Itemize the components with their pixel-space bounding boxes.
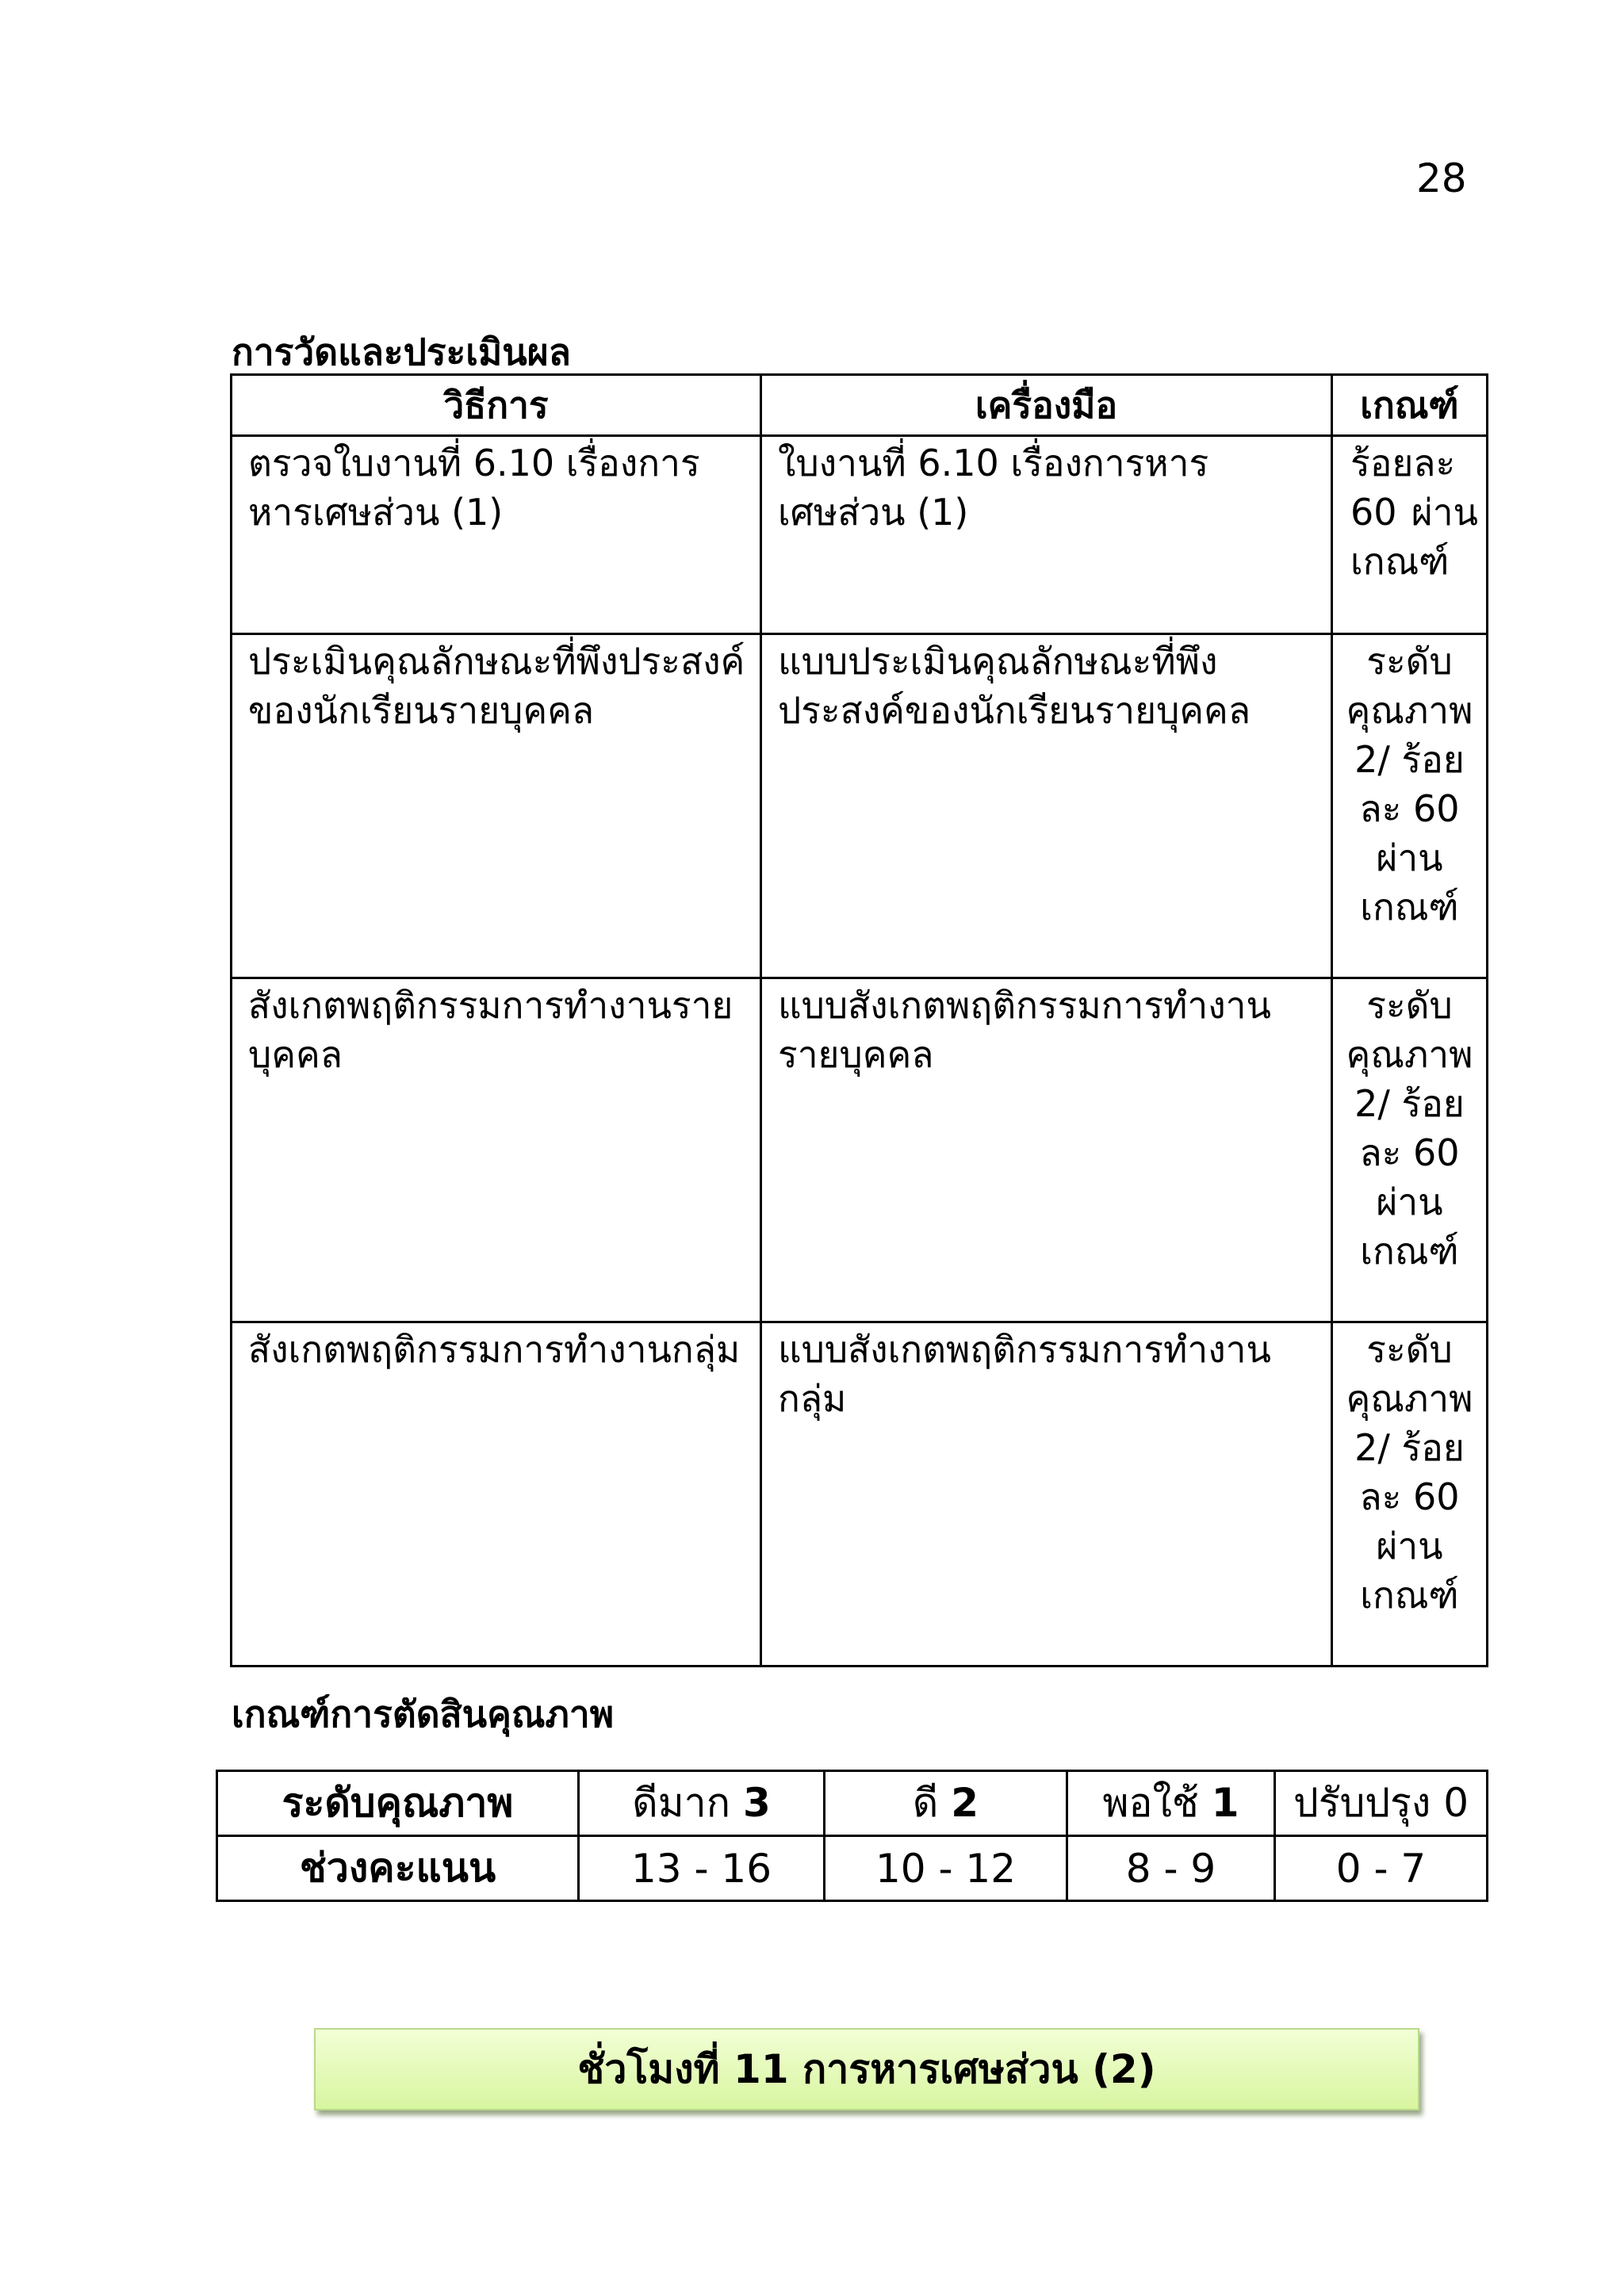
criteria-cell: ระดับคุณภาพ 2/ ร้อยละ 60 ผ่านเกณฑ์ <box>1332 634 1488 978</box>
level-cell <box>1275 1771 1488 1836</box>
header-tool: เครื่องมือ <box>761 375 1332 436</box>
level-cell <box>825 1771 1067 1836</box>
range-cell: 8 - 9 <box>1067 1836 1275 1901</box>
criteria-cell: ระดับคุณภาพ 2/ ร้อยละ 60 ผ่านเกณฑ์ <box>1332 1322 1488 1667</box>
table-row <box>232 436 1488 634</box>
level-name: ปรับปรุง <box>1293 1780 1431 1826</box>
tool-cell: แบบสังเกตพฤติกรรมการทำงานกลุ่ม <box>761 1322 1332 1667</box>
range-cell: 0 - 7 <box>1275 1836 1488 1901</box>
method-cell: ประเมินคุณลักษณะที่พึงประสงค์ของนักเรียนรายบุคคล <box>232 634 761 978</box>
range-cell: 10 - 12 <box>825 1836 1067 1901</box>
table-row <box>232 978 1488 1322</box>
level-name: ดีมาก <box>632 1780 731 1826</box>
score-range-row <box>217 1836 1488 1901</box>
quality-level-label: ระดับคุณภาพ <box>217 1771 579 1836</box>
evaluation-heading: การวัดและประเมินผล <box>232 331 571 373</box>
header-criteria: เกณฑ์ <box>1332 375 1488 436</box>
tool-cell: ใบงานที่ 6.10 เรื่องการหารเศษส่วน (1) <box>761 436 1332 634</box>
page-number: 28 <box>1416 155 1467 201</box>
level-value: 0 <box>1443 1780 1469 1826</box>
quality-level-row <box>217 1771 1488 1836</box>
level-name: ดี <box>912 1780 939 1826</box>
level-name: พอใช้ <box>1102 1780 1199 1826</box>
table-row <box>232 1322 1488 1667</box>
header-method: วิธีการ <box>232 375 761 436</box>
grade-table <box>216 1770 1488 1902</box>
grade-criteria-heading: เกณฑ์การตัดสินคุณภาพ <box>232 1693 615 1735</box>
level-value: 2 <box>951 1780 979 1826</box>
table-row <box>232 634 1488 978</box>
method-cell: ตรวจใบงานที่ 6.10 เรื่องการหารเศษส่วน (1) <box>232 436 761 634</box>
criteria-cell: ระดับคุณภาพ 2/ ร้อยละ 60 ผ่านเกณฑ์ <box>1332 978 1488 1322</box>
tool-cell: แบบสังเกตพฤติกรรมการทำงานรายบุคคล <box>761 978 1332 1322</box>
evaluation-table <box>230 373 1488 1667</box>
level-cell <box>579 1771 825 1836</box>
lesson-banner-title: ชั่วโมงที่ 11 การหารเศษส่วน (2) <box>577 2045 1156 2092</box>
evaluation-header-row <box>232 375 1488 436</box>
lesson-banner <box>314 2028 1419 2110</box>
method-cell: สังเกตพฤติกรรมการทำงานกลุ่ม <box>232 1322 761 1667</box>
score-range-label: ช่วงคะแนน <box>217 1836 579 1901</box>
criteria-cell: ร้อยละ 60 ผ่านเกณฑ์ <box>1332 436 1488 634</box>
level-value: 3 <box>742 1780 771 1826</box>
range-cell: 13 - 16 <box>579 1836 825 1901</box>
level-value: 1 <box>1211 1780 1239 1826</box>
level-cell <box>1067 1771 1275 1836</box>
tool-cell: แบบประเมินคุณลักษณะที่พึงประสงค์ของนักเรียนรายบุคคล <box>761 634 1332 978</box>
method-cell: สังเกตพฤติกรรมการทำงานรายบุคคล <box>232 978 761 1322</box>
